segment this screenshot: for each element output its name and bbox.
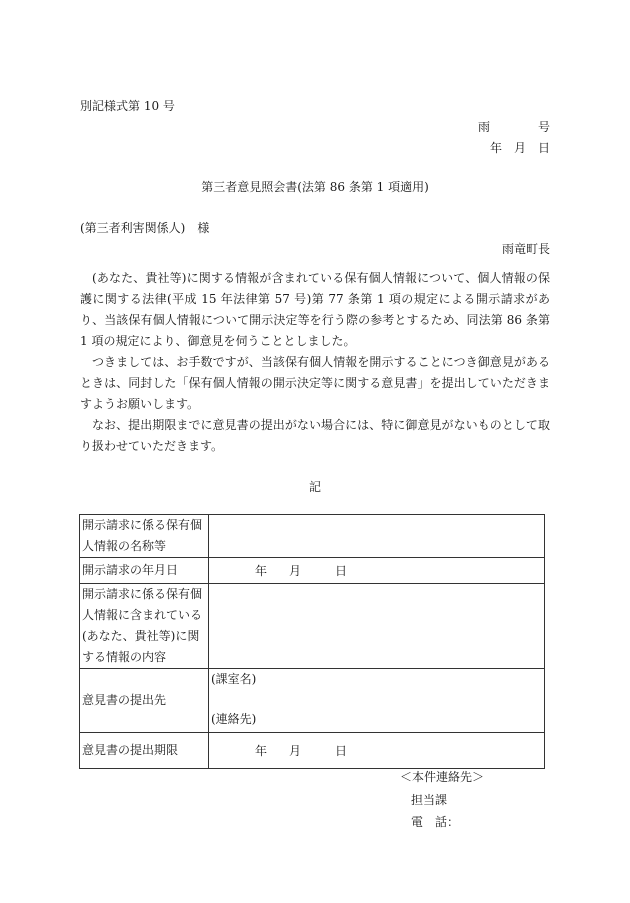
body-paragraph-2: つきましては、お手数ですが、当該保有個人情報を開示することにつき御意見があるときは、同封した「保有個人情報の開示決定等に関する意見書」を提出していただきますようお願いします。 [80,355,550,411]
contact-field: (連絡先) [211,712,257,726]
form-id: 別記様式第 10 号 [80,99,175,113]
body-paragraph-1: (あなた、貴社等)に関する情報が含まれている保有個人情報について、個人情報の保護に関する法律(平成 15 年法律第 57 号)第 77 条第 1 項の規定による開示請求があり、当該保有個人情報について開示決定等を行う際の参考とするため、同法第 86 条第 1 項の規定により、御意見を伺うこととしました。 [80,271,550,348]
document-date: 年 月 日 [489,141,550,155]
table-row-submission-dest [80,669,545,733]
table-row-request-date [80,558,545,584]
value-submission-deadline[interactable] [209,733,545,769]
table-row-submission-deadline [80,733,545,769]
day-label: 日 [335,744,348,758]
table-row-info-content [80,584,545,669]
info-table [79,514,545,769]
body-text [80,268,550,457]
ki-heading: 記 [308,480,321,494]
month-label: 月 [289,564,302,578]
table-row-target-info [80,515,545,558]
document-title: 第三者意見照会書(法第 86 条第 1 項適用) [201,180,429,194]
body-paragraph-3: なお、提出期限までに意見書の提出がない場合には、特に御意見がないものとして取り扱わせていただきます。 [80,418,550,453]
value-submission-dest[interactable] [209,669,545,733]
recipient: (第三者利害関係人) 様 [80,221,210,235]
contact-heading: ＜本件連絡先＞ [400,770,485,784]
label-request-date: 開示請求の年月日 [80,558,209,584]
label-target-info: 開示請求に係る保有個人情報の名称等 [80,515,209,558]
label-submission-deadline: 意見書の提出期限 [80,733,209,769]
year-label: 年 [255,744,268,758]
contact-phone: 電 話： [411,815,460,829]
contact-dept: 担当課 [411,793,448,807]
value-request-date[interactable] [209,558,545,584]
dept-name-field: (課室名) [211,672,257,686]
document-number: 雨 号 [477,120,550,134]
value-info-content[interactable] [209,584,545,669]
sender: 雨竜町長 [501,242,550,256]
month-label: 月 [289,744,302,758]
value-target-info[interactable] [209,515,545,558]
label-info-content: 開示請求に係る保有個人情報に含まれている(あなた、貴社等)に関する情報の内容 [80,584,209,669]
label-submission-dest: 意見書の提出先 [80,669,209,733]
year-label: 年 [255,564,268,578]
day-label: 日 [335,564,348,578]
